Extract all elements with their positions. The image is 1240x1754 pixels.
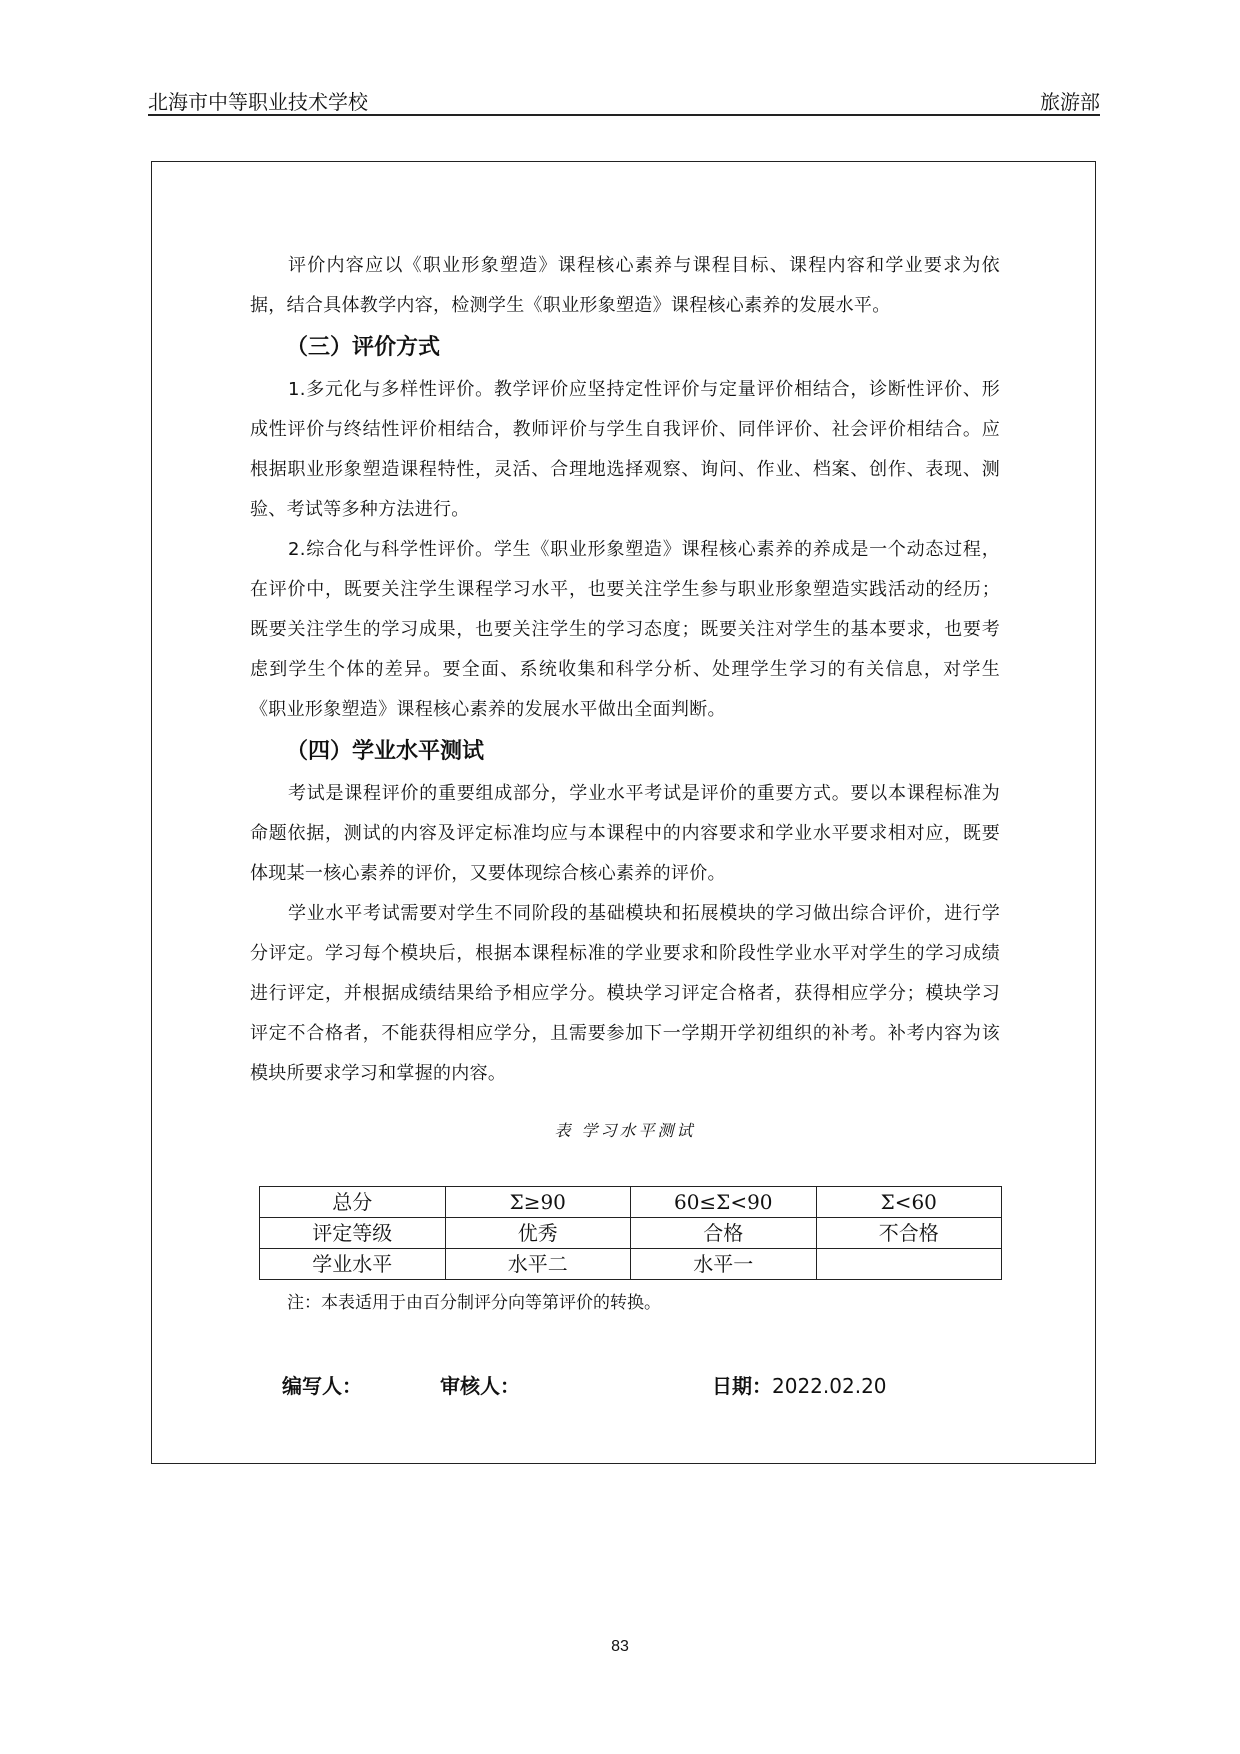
table-cell: Σ≥90 [445,1187,631,1218]
writer-label: 编写人： [282,1374,362,1398]
date-value: 2022.02.20 [772,1374,887,1398]
table-note: 注：本表适用于由百分制评分向等第评价的转换。 [287,1293,661,1313]
table-cell [816,1249,1002,1280]
table-caption: 表 学习水平测试 [554,1121,696,1140]
main-content [250,246,1000,1094]
school-name: 北海市中等职业技术学校 [148,90,368,114]
paragraph-exam-importance: 考试是课程评价的重要组成部分，学业水平考试是评价的重要方式。要以本课程标准为命题依据，测试的内容及评定标准均应与本课程中的内容要求和学业水平要求相对应，既要体现某一核心素养的评价，又要体现综合核心素养的评价。 [250,783,1000,884]
table-cell: 水平一 [631,1249,817,1280]
paragraph-comprehensive-evaluation: 2.综合化与科学性评价。学生《职业形象塑造》课程核心素养的养成是一个动态过程，在评价中，既要关注学生课程学习水平，也要关注学生参与职业形象塑造实践活动的经历；既要关注学生的学习成果，也要关注学生的学习态度；既要关注对学生的基本要求，也要考虑到学生个体的差异。要全面、系统收集和科学分析、处理学生学习的有关信息，对学生《职业形象塑造》课程核心素养的发展水平做出全面判断。 [250,539,1000,720]
date-label: 日期： [712,1374,772,1398]
table-row [260,1218,1002,1249]
table-cell: 总分 [260,1187,446,1218]
section-heading-evaluation-methods: （三）评价方式 [286,335,441,360]
writer-field [282,1370,362,1399]
reviewer-label: 审核人： [440,1374,520,1398]
paragraph-credit-assessment: 学业水平考试需要对学生不同阶段的基础模块和拓展模块的学习做出综合评价，进行学分评定。学习每个模块后，根据本课程标准的学业要求和阶段性学业水平对学生的学习成绩进行评定，并根据成绩结果给予相应学分。模块学习评定合格者，获得相应学分；模块学习评定不合格者，不能获得相应学分，且需要参加下一学期开学初组织的补考。补考内容为该模块所要求学习和掌握的内容。 [250,903,1000,1084]
page-header [148,86,1100,116]
table-row [260,1249,1002,1280]
table-cell: 学业水平 [260,1249,446,1280]
table-cell: 评定等级 [260,1218,446,1249]
paragraph-evaluation-content: 评价内容应以《职业形象塑造》课程核心素养与课程目标、课程内容和学业要求为依据，结合具体教学内容，检测学生《职业形象塑造》课程核心素养的发展水平。 [250,255,1000,316]
table-cell: 合格 [631,1218,817,1249]
table-cell: 优秀 [445,1218,631,1249]
page-number: 83 [611,1638,629,1655]
department-name: 旅游部 [1040,90,1100,114]
section-heading-proficiency-test: （四）学业水平测试 [286,739,485,764]
proficiency-table [259,1186,1002,1280]
table-row [260,1187,1002,1218]
table-cell: 水平二 [445,1249,631,1280]
table-cell: 不合格 [816,1218,1002,1249]
paragraph-diversified-evaluation: 1.多元化与多样性评价。教学评价应坚持定性评价与定量评价相结合，诊断性评价、形成性评价与终结性评价相结合，教师评价与学生自我评价、同伴评价、社会评价相结合。应根据职业形象塑造课程特性，灵活、合理地选择观察、询问、作业、档案、创作、表现、测验、考试等多种方法进行。 [250,379,1000,520]
table-cell: 60≤Σ<90 [631,1187,817,1218]
table-cell: Σ<60 [816,1187,1002,1218]
date-field [712,1370,887,1399]
reviewer-field [440,1370,520,1399]
